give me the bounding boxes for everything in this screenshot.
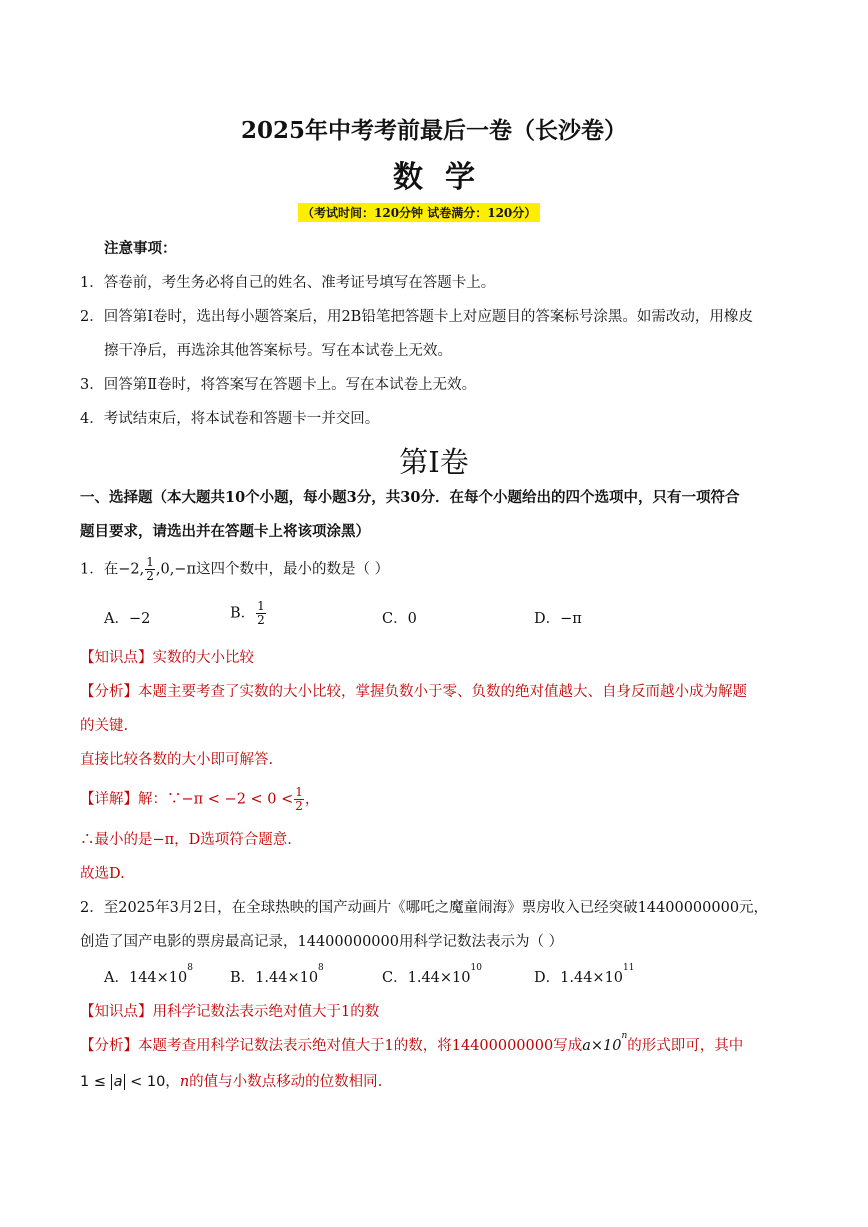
q1-detail xyxy=(80,786,319,813)
frac-numerator: 1 xyxy=(257,599,265,613)
detail-text: 解：∵−π < −2 < 0 < xyxy=(138,791,294,808)
variable-n: n xyxy=(179,1074,190,1090)
detail-tag: 【详解】 xyxy=(80,791,138,808)
analysis-tag: 【分析】 xyxy=(80,684,138,700)
frac-denominator: 2 xyxy=(146,569,154,583)
q2-knowledge xyxy=(80,1000,379,1021)
option-base: 1.44×10 xyxy=(560,970,624,986)
option-label: D． xyxy=(534,970,561,986)
q1-option-a xyxy=(104,607,150,628)
option-label: A． xyxy=(104,611,129,627)
knowledge-text: 用科学记数法表示绝对值大于1的数 xyxy=(152,1004,380,1020)
option-value: −π xyxy=(560,611,582,627)
option-label: B． xyxy=(230,970,256,986)
knowledge-tag: 【知识点】 xyxy=(80,650,153,666)
notice-item-2: 2．回答第Ⅰ卷时，选出每小题答案后，用2B铅笔把答题卡上对应题目的答案标号涂黑。如需改动，用橡皮 xyxy=(80,309,753,325)
notice-item-4: 4．考试结束后，将本试卷和答题卡一并交回。 xyxy=(80,411,380,427)
q1-knowledge xyxy=(80,646,254,667)
formula-base: a×10 xyxy=(582,1038,622,1054)
inequality-left: 1 ≤ xyxy=(80,1074,106,1090)
q1-stem xyxy=(80,556,389,583)
option-label: C． xyxy=(382,970,408,986)
exam-title: 2025年中考考前最后一卷（长沙卷） xyxy=(240,117,627,144)
q1-list-a: −2, xyxy=(118,561,145,578)
q1-detail-fraction xyxy=(294,786,304,813)
q2-analysis-line2 xyxy=(80,1070,382,1091)
q2-option-a xyxy=(104,963,193,987)
option-exponent: 8 xyxy=(318,963,324,973)
q1-analysis xyxy=(80,680,747,701)
option-label: D． xyxy=(534,611,561,627)
absolute-value: a xyxy=(111,1074,126,1090)
q2-option-b xyxy=(230,963,324,987)
frac-numerator: 1 xyxy=(295,785,303,799)
option-exponent: 11 xyxy=(623,963,635,973)
option-label: A． xyxy=(104,970,129,986)
analysis-formula xyxy=(582,1031,628,1054)
q1-detail-line3: 故选D. xyxy=(80,866,125,882)
notice-item-1: 1．答卷前，考生务必将自己的姓名、准考证号填写在答题卡上。 xyxy=(80,275,496,291)
inequality-right: < 10， xyxy=(130,1074,180,1090)
q1-option-b-fraction xyxy=(256,600,266,627)
q1-stem-prefix: 1．在 xyxy=(80,561,119,578)
q1-option-c xyxy=(382,607,417,628)
analysis-text-suffix: 的形式即可，其中 xyxy=(627,1038,744,1054)
knowledge-text: 实数的大小比较 xyxy=(152,650,254,666)
option-exponent: 10 xyxy=(470,963,482,973)
q1-detail-line2: ∴最小的是−π，D选项符合题意. xyxy=(80,832,292,848)
frac-numerator: 1 xyxy=(146,555,154,569)
subject-title: 数学 xyxy=(393,160,497,195)
q1-analysis-cont: 的关键. xyxy=(80,718,129,734)
formula-exponent: n xyxy=(621,1031,628,1041)
option-base: 1.44×10 xyxy=(255,970,319,986)
exam-info-highlight: （考试时间：120分钟 试卷满分：120分） xyxy=(298,203,540,222)
q2-option-d xyxy=(534,963,635,987)
section-title: 第Ⅰ卷 xyxy=(399,445,469,479)
q2-analysis xyxy=(80,1031,744,1055)
q2-stem-line1: 2．至2025年3月2日，在全球热映的国产动画片《哪吒之魔童闹海》票房收入已经突破14400000000元， xyxy=(80,900,769,916)
q2-option-c xyxy=(382,963,482,987)
option-exponent: 8 xyxy=(187,963,193,973)
frac-denominator: 2 xyxy=(257,613,265,627)
option-value: −2 xyxy=(128,611,151,627)
option-label: C． xyxy=(382,611,408,627)
q1-list-b: ,0,−π xyxy=(155,561,196,578)
knowledge-tag: 【知识点】 xyxy=(80,1004,153,1020)
q1-stem-suffix: 这四个数中，最小的数是（ ） xyxy=(195,561,390,578)
section-instructions-2: 题目要求，请选出并在答题卡上将该项涂黑） xyxy=(80,523,370,540)
detail-suffix: ， xyxy=(304,791,320,808)
q1-analysis-line3: 直接比较各数的大小即可解答. xyxy=(80,752,274,768)
q1-option-b xyxy=(230,600,267,627)
option-value: 0 xyxy=(407,611,417,627)
q1-stem-fraction xyxy=(145,556,155,583)
q2-stem-line2: 创造了国产电影的票房最高记录，14400000000用科学记数法表示为（ ） xyxy=(80,934,564,950)
analysis-text: 本题主要考查了实数的大小比较，掌握负数小于零、负数的绝对值越大、自身反而越小成为解题 xyxy=(138,684,747,700)
option-base: 144×10 xyxy=(128,970,188,986)
notice-item-2-cont: 擦干净后，再选涂其他答案标号。写在本试卷上无效。 xyxy=(104,343,452,359)
q1-option-d xyxy=(534,607,582,628)
option-label: B． xyxy=(230,605,256,622)
notice-item-3: 3．回答第Ⅱ卷时，将答案写在答题卡上。写在本试卷上无效。 xyxy=(80,377,477,393)
frac-denominator: 2 xyxy=(295,799,303,813)
option-base: 1.44×10 xyxy=(407,970,471,986)
notice-heading: 注意事项： xyxy=(104,240,177,257)
analysis-tag: 【分析】 xyxy=(80,1038,138,1054)
section-instructions-1: 一、选择题（本大题共10个小题，每小题3分，共30分．在每个小题给出的四个选项中，只有一项符合 xyxy=(80,489,740,506)
analysis-text: 的值与小数点移动的位数相同. xyxy=(189,1074,383,1090)
analysis-text: 本题考查用科学记数法表示绝对值大于1的数，将14400000000写成 xyxy=(138,1038,583,1054)
